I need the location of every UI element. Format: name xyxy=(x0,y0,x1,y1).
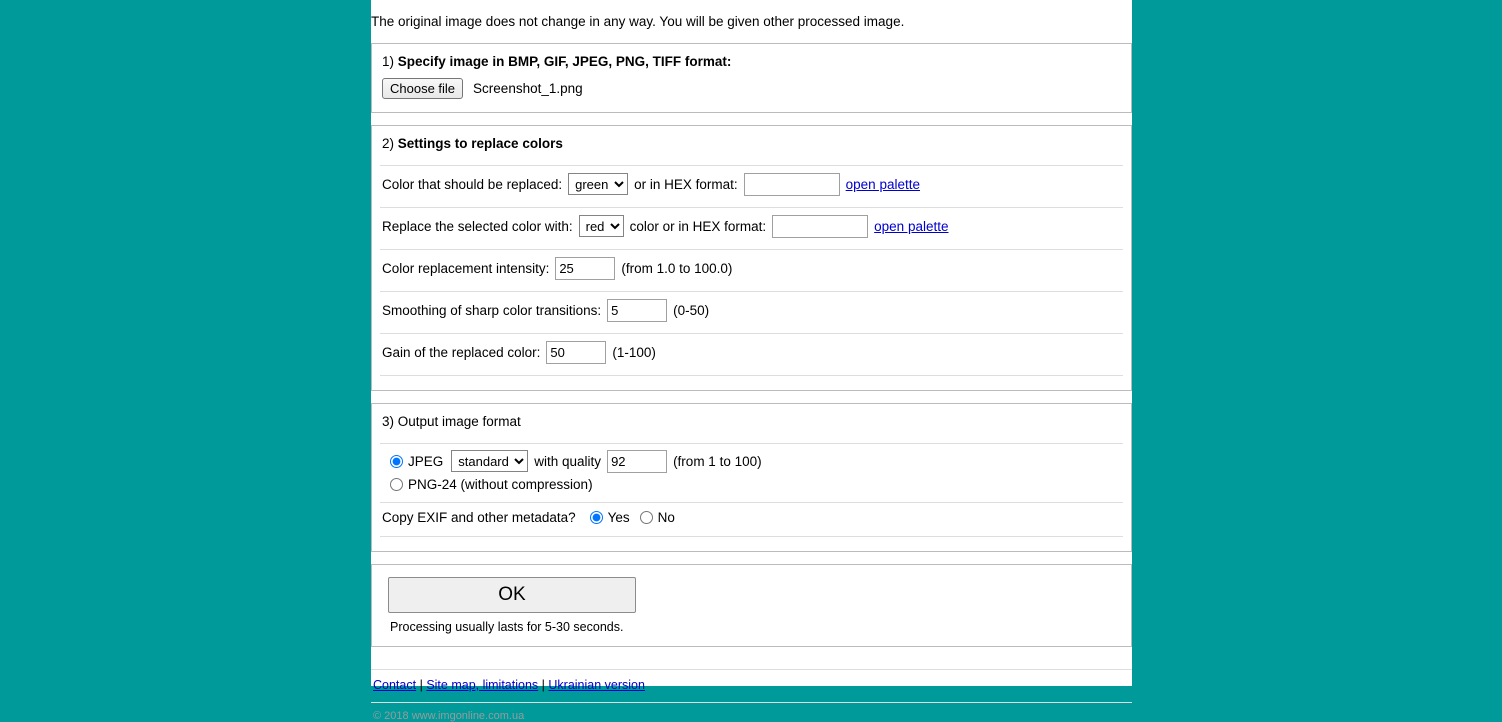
exif-no-radio[interactable] xyxy=(640,511,653,524)
exif-row xyxy=(382,507,1123,528)
divider xyxy=(380,165,1123,166)
quality-input[interactable] xyxy=(607,450,667,473)
target-color-select[interactable] xyxy=(579,215,624,237)
contact-link[interactable]: Contact xyxy=(373,677,417,692)
divider xyxy=(380,536,1123,537)
target-hex-input[interactable] xyxy=(772,215,868,238)
replace-target-color-row xyxy=(382,212,1123,241)
intensity-label: Color replacement intensity: xyxy=(382,260,550,276)
jpeg-radio[interactable] xyxy=(390,455,403,468)
divider xyxy=(380,502,1123,503)
step1-number: 1) xyxy=(382,53,395,69)
source-hex-input[interactable] xyxy=(744,173,840,196)
quality-hint: (from 1 to 100) xyxy=(673,453,762,469)
smoothing-hint: (0-50) xyxy=(673,302,710,318)
intensity-row xyxy=(382,254,1123,283)
intro-text: The original image does not change in any way. You will be given other processed image. xyxy=(371,14,905,29)
exif-yes-label: Yes xyxy=(607,509,630,525)
submit-panel xyxy=(371,564,1132,647)
divider xyxy=(380,291,1123,292)
copyright-text: © 2018 www.imgonline.com.ua xyxy=(373,709,525,722)
source-color-select[interactable] xyxy=(568,173,628,195)
step1-title-text: Specify image in BMP, GIF, JPEG, PNG, TIFF format: xyxy=(397,53,732,69)
png-radio[interactable] xyxy=(390,478,403,491)
source-hex-label: or in HEX format: xyxy=(634,176,738,192)
divider xyxy=(380,375,1123,376)
smoothing-row xyxy=(382,296,1123,325)
step2-number: 2) xyxy=(382,135,395,151)
footer-sep: | xyxy=(541,677,545,692)
png-option-row xyxy=(390,475,1123,494)
source-open-palette-link[interactable]: open palette xyxy=(845,176,920,192)
smoothing-input[interactable] xyxy=(607,299,667,322)
sitemap-link[interactable]: Site map, limitations xyxy=(426,677,539,692)
choose-file-button[interactable]: Choose file xyxy=(382,78,463,99)
jpeg-mode-select[interactable] xyxy=(451,450,528,472)
exif-no-label: No xyxy=(657,509,675,525)
step3-panel xyxy=(371,403,1132,552)
divider xyxy=(380,333,1123,334)
divider xyxy=(380,443,1123,444)
file-name-label: Screenshot_1.png xyxy=(473,80,583,96)
ok-button[interactable]: OK xyxy=(388,577,636,613)
processing-note: Processing usually lasts for 5-30 seconds. xyxy=(390,619,624,634)
divider xyxy=(380,207,1123,208)
smoothing-label: Smoothing of sharp color transitions: xyxy=(382,302,602,318)
target-open-palette-link[interactable]: open palette xyxy=(874,218,949,234)
intensity-input[interactable] xyxy=(555,257,615,280)
file-row xyxy=(382,75,1123,102)
divider xyxy=(380,249,1123,250)
replace-source-color-row xyxy=(382,170,1123,199)
exif-label: Copy EXIF and other metadata? xyxy=(382,509,576,525)
gain-label: Gain of the replaced color: xyxy=(382,344,541,360)
step1-panel xyxy=(371,43,1132,113)
step2-title-text: Settings to replace colors xyxy=(397,135,563,151)
target-color-label: Replace the selected color with: xyxy=(382,218,573,234)
jpeg-label: JPEG xyxy=(408,453,444,469)
footer-links xyxy=(371,670,1132,692)
step2-title xyxy=(382,134,1123,157)
quality-label: with quality xyxy=(534,453,602,469)
footer-sep: | xyxy=(419,677,423,692)
step1-title xyxy=(382,52,1123,75)
ukrainian-version-link[interactable]: Ukrainian version xyxy=(548,677,645,692)
jpeg-option-row xyxy=(390,448,1123,475)
step3-title: 3) Output image format xyxy=(382,413,521,429)
intensity-hint: (from 1.0 to 100.0) xyxy=(621,260,733,276)
png-label: PNG-24 (without compression) xyxy=(408,476,593,492)
submit-row xyxy=(380,573,1123,636)
page-content xyxy=(371,0,1132,722)
gain-input[interactable] xyxy=(546,341,606,364)
step2-panel xyxy=(371,125,1132,391)
target-hex-label: color or in HEX format: xyxy=(629,218,767,234)
exif-yes-radio[interactable] xyxy=(590,511,603,524)
gain-row xyxy=(382,338,1123,367)
source-color-label: Color that should be replaced: xyxy=(382,176,563,192)
gain-hint: (1-100) xyxy=(612,344,656,360)
